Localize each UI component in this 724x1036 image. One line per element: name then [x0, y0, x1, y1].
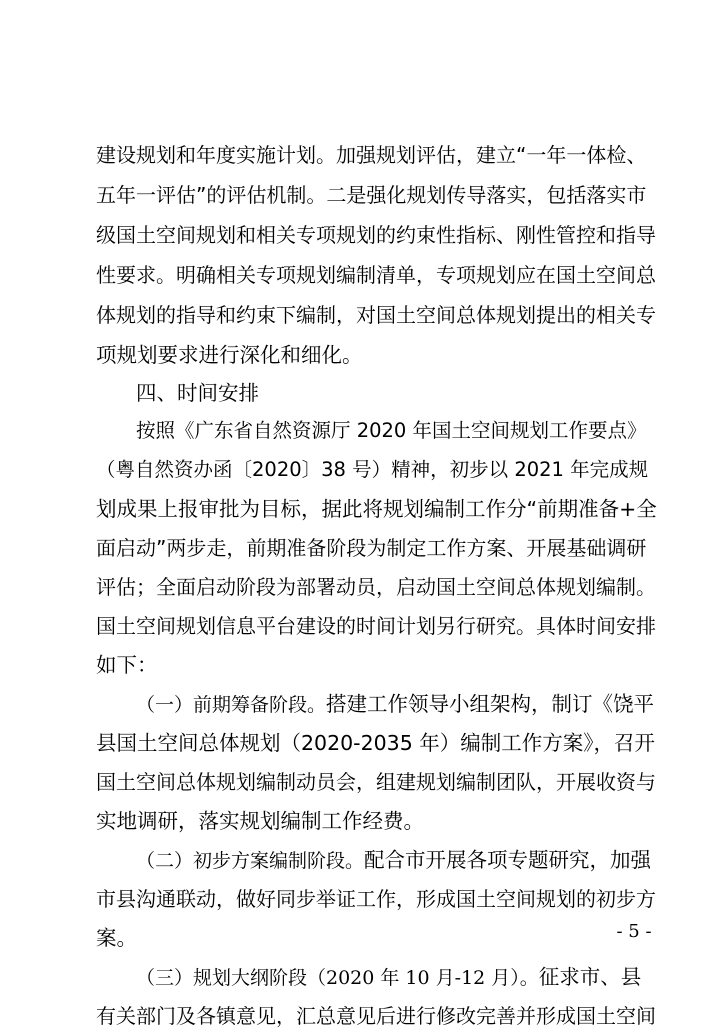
text-line-9: （粤自然资办函〔2020〕38 号）精神，初步以 2021 年完成规: [96, 458, 649, 481]
text-line-4: 性要求。明确相关专项规划编制清单，专项规划应在国土空间总: [96, 263, 656, 287]
stage-3-title: （三）规划大纲阶段（2020 年 10 月-12 月）。: [136, 967, 539, 989]
text-line-14: 如下：: [96, 653, 158, 677]
stage-1-text: 搭建工作领导小组架构，制订《饶平: [326, 692, 655, 716]
text-line-17: 国土空间总体规划编制动员会，组建规划编制团队，开展收资与: [96, 770, 656, 794]
stage-3-text: 征求市、县: [538, 965, 642, 989]
stage-2-text: 配合市开展各项专题研究，加强: [364, 848, 652, 872]
text-line-16: 县国土空间总体规划（2020-2035 年）编制工作方案》，召开: [96, 731, 656, 755]
text-line-21: 案。: [96, 926, 137, 950]
text-line-1: 建设规划和年度实施计划。加强规划评估，建立“一年一体检、: [96, 143, 647, 167]
text-line-13: 国土空间规划信息平台建设的时间计划另行研究。具体时间安排: [96, 614, 656, 638]
text-line-11: 面启动”两步走，前期准备阶段为制定工作方案、开展基础调研: [96, 536, 647, 560]
stage-2-line: [136, 840, 656, 880]
text-line-10: 划成果上报审批为目标，据此将规划编制工作分“前期准备+全: [96, 497, 657, 521]
stage-1-line: [136, 684, 656, 724]
page-number: - 5 -: [616, 921, 652, 942]
text-line-5: 体规划的指导和约束下编制，对国土空间总体规划提出的相关专: [96, 303, 656, 327]
text-line-23: 有关部门及各镇意见，汇总意见后进行修改完善并形成国土空间: [96, 1004, 656, 1028]
text-line-2: 五年一评估”的评估机制。二是强化规划传导落实，包括落实市: [96, 183, 647, 207]
stage-3-line: [136, 957, 656, 997]
stage-2-title: （二）初步方案编制阶段。: [136, 850, 365, 872]
section-heading-time-schedule: 四、时间安排: [136, 381, 259, 405]
text-line-6: 项规划要求进行深化和细化。: [96, 343, 363, 367]
text-line-8: 按照《广东省自然资源厅 2020 年国土空间规划工作要点》: [136, 419, 647, 442]
text-line-20: 市县沟通联动，做好同步举证工作，形成国土空间规划的初步方: [96, 887, 656, 911]
text-line-12: 评估；全面启动阶段为部署动员，启动国土空间总体规划编制。: [96, 575, 656, 599]
stage-1-title: （一）前期筹备阶段。: [136, 694, 327, 716]
text-line-3: 级国土空间规划和相关专项规划的约束性指标、刚性管控和指导: [96, 223, 656, 247]
text-line-18: 实地调研，落实规划编制工作经费。: [96, 809, 424, 833]
